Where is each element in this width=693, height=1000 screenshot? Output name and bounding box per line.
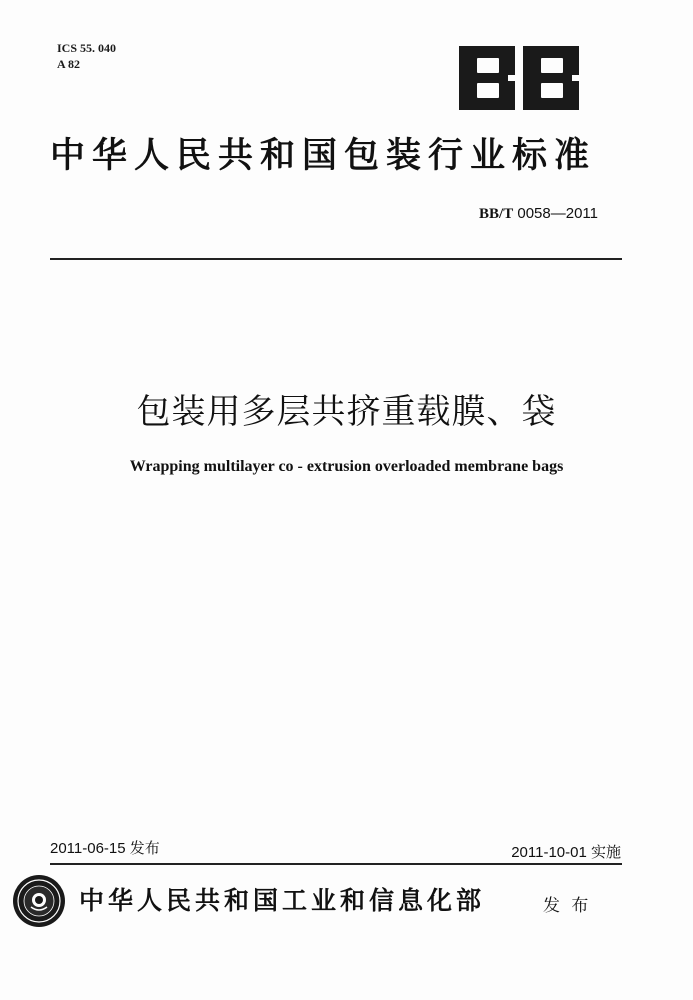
class-code: A 82 [57, 57, 81, 71]
ministry-seal-icon [11, 873, 67, 929]
bb-logo-icon [459, 46, 579, 110]
classification-codes [57, 40, 116, 72]
document-title-cn: 包装用多层共挤重载膜、袋 [136, 392, 557, 432]
top-divider [50, 258, 622, 260]
bottom-divider [50, 863, 622, 865]
publish-label: 发 布 [543, 896, 592, 916]
publisher-name: 中华人民共和国工业和信息化部 [79, 886, 486, 915]
logo-letter-b [523, 46, 579, 110]
standard-title: 中华人民共和国包装行业标准 [50, 136, 597, 176]
ics-code: ICS 55. 040 [57, 41, 117, 55]
issue-date: 2011-06-15 发布 [50, 840, 160, 857]
standard-code-number: 0058—2011 [513, 205, 598, 222]
implementation-date: 2011-10-01 实施 [511, 844, 621, 861]
standard-code [479, 205, 598, 223]
standard-code-prefix: BB/T [479, 206, 514, 222]
document-title-en: Wrapping multilayer co - extrusion overloaded membrane bags [129, 458, 564, 475]
logo-letter-b [459, 46, 515, 110]
